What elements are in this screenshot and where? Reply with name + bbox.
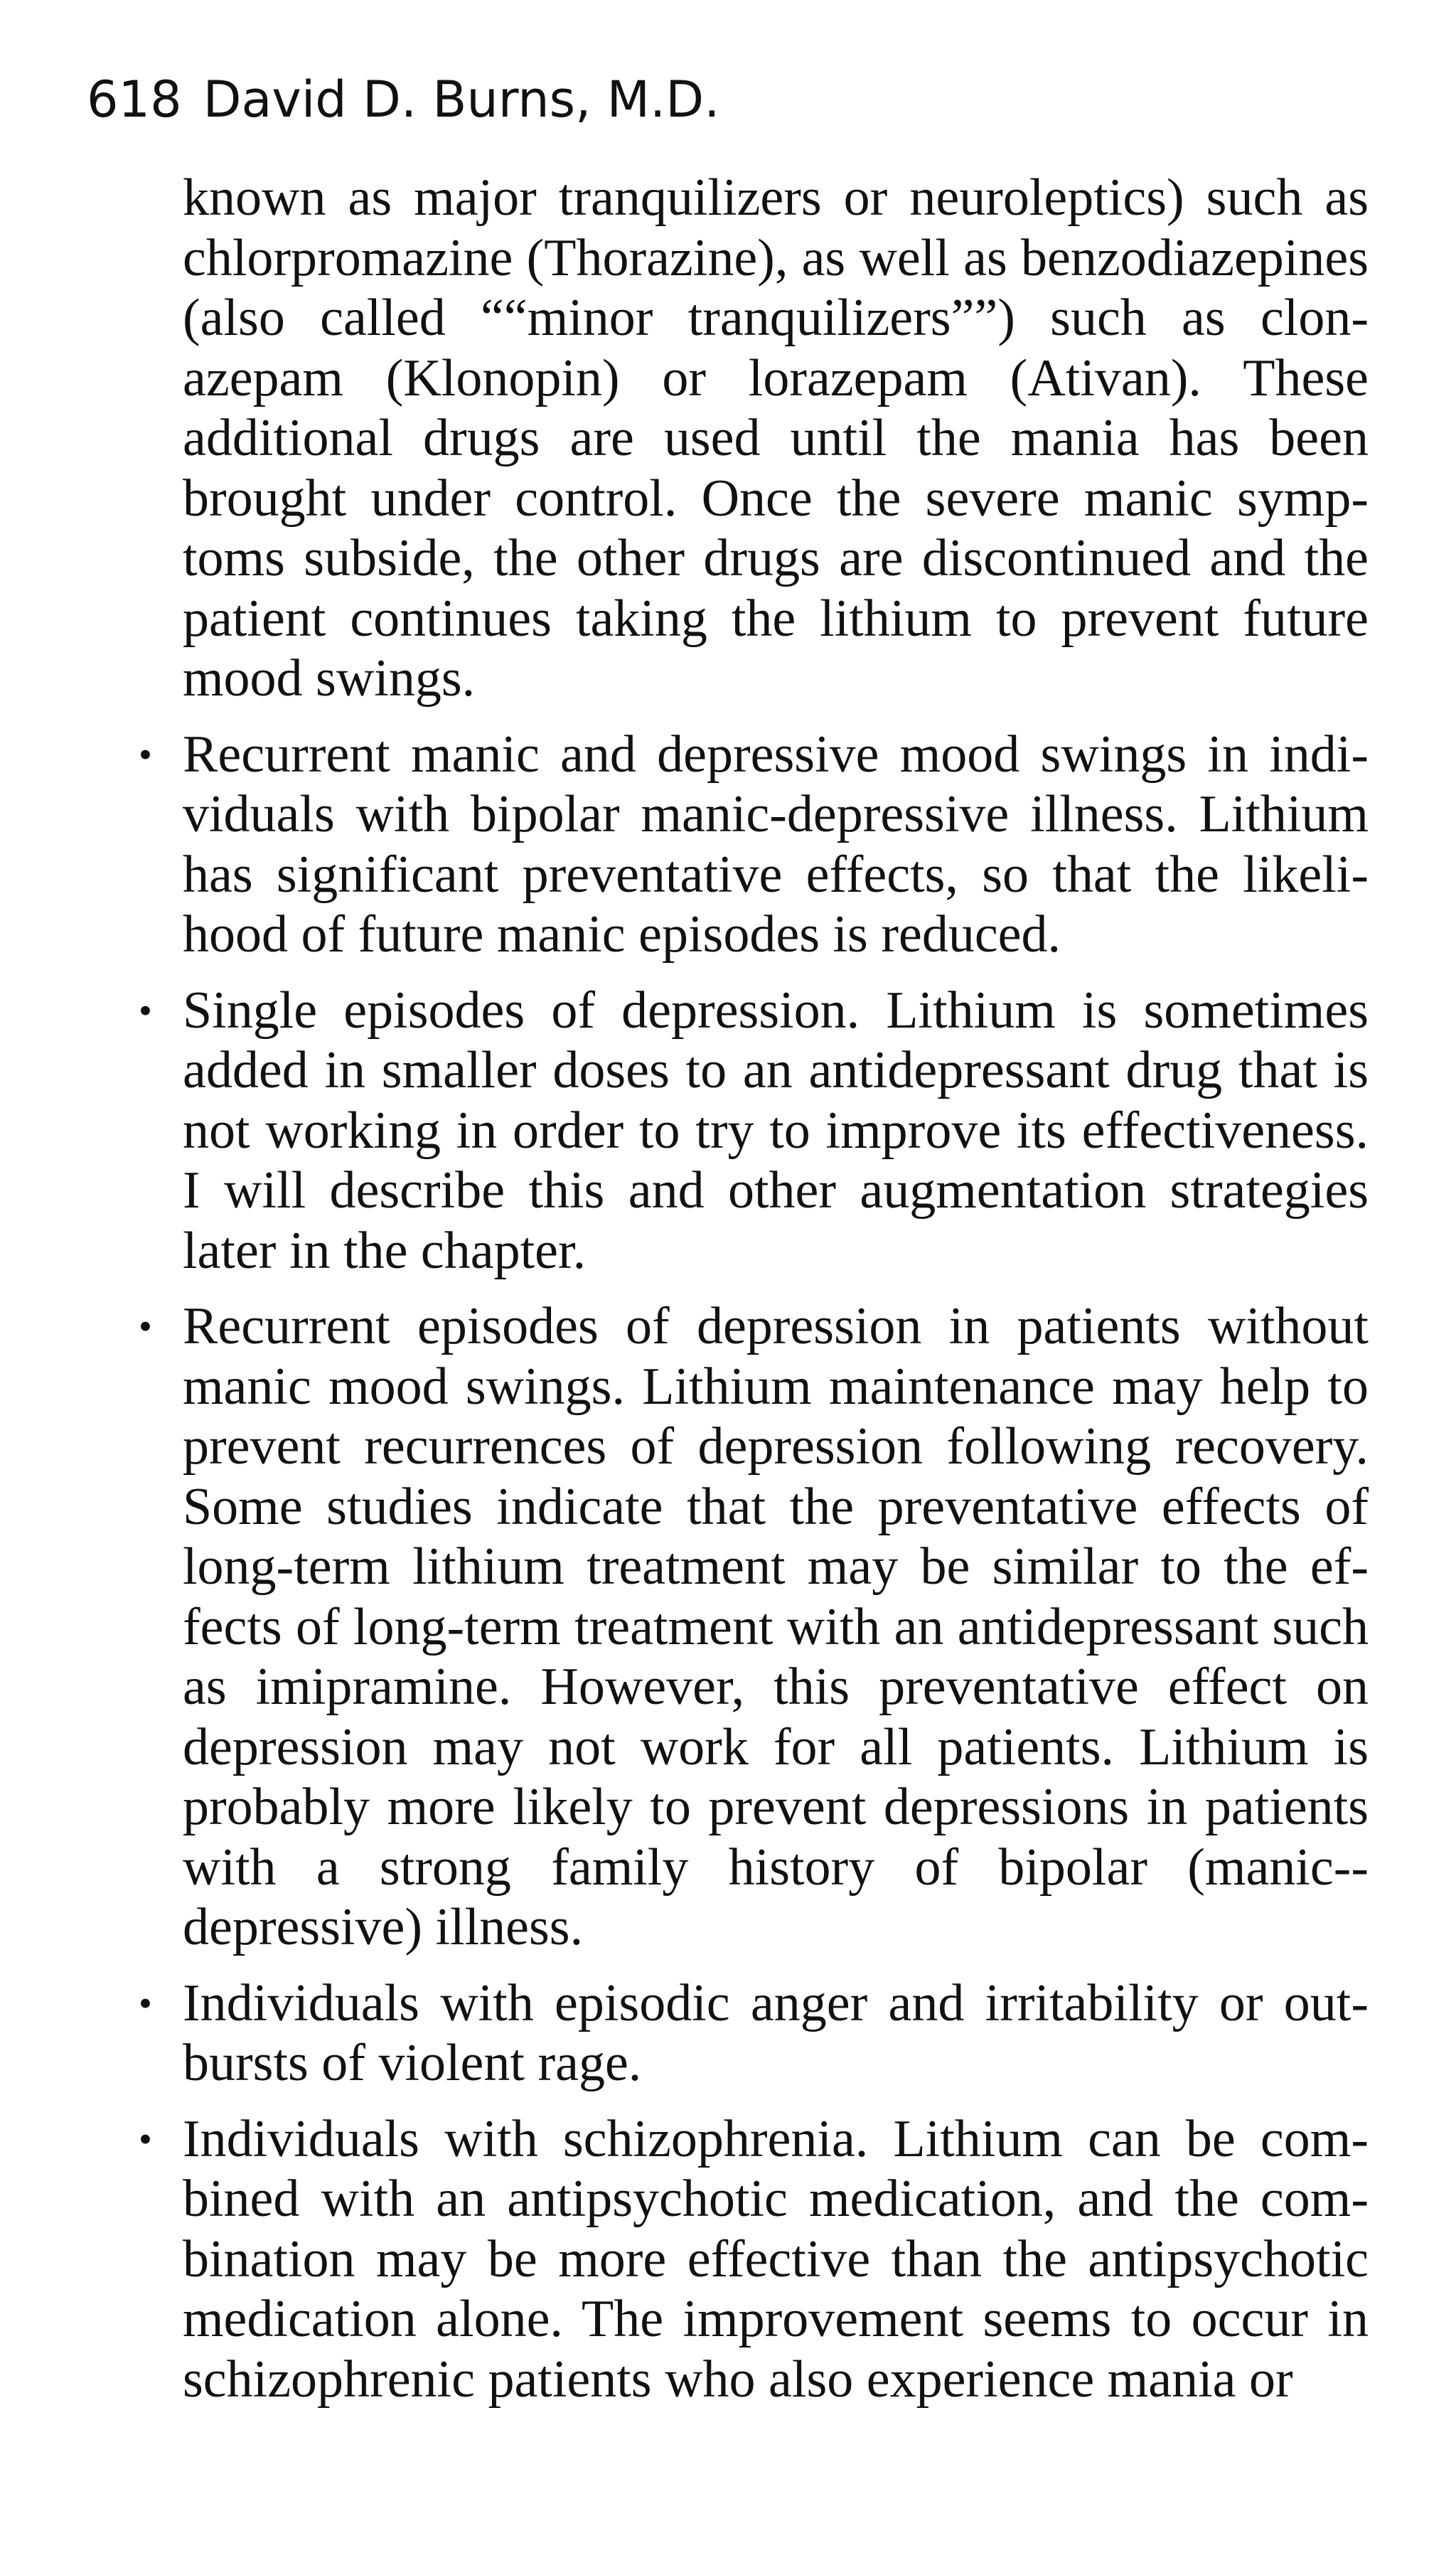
bullet-icon: • (139, 732, 152, 776)
list-item (139, 1296, 1369, 1958)
running-head (87, 68, 719, 132)
list-item-text: Single episodes of depression. Lithium is sometimes added in smaller doses to an antidepressant drug that is not working in order to try to improve its effectiveness. I will describe this and other augmentation strategies later in the chapter. (183, 981, 1369, 1280)
continuation-paragraph: known as major tranquilizers or neuroleptics) such as chlorpromazine (Thorazine), as well as benzodiazepines (also called ““minor tranquilizers””) such as clonazepam (Klonopin) or lorazepam (Ativan). These additional drugs are used until the mania has been brought under control. Once the severe manic symptoms subside, the other drugs are discontinued and the patient continues taking the lithium to prevent future mood swings. (183, 169, 1369, 708)
bullet-icon: • (139, 988, 152, 1032)
bullet-list (139, 725, 1369, 2410)
running-title: David D. Burns, M.D. (203, 70, 720, 129)
list-item-text: Individuals with episodic anger and irritability or outbursts of violent rage. (183, 1973, 1369, 2092)
list-item-text: Individuals with schizophrenia. Lithium can be combined with an antipsychotic medication, and the combination may be more effective than the antipsychotic medication alone. The improvement seems to occur in schizophrenic patients who also experience mania or (183, 2109, 1369, 2409)
list-item (139, 1973, 1369, 2094)
bullet-icon: • (139, 2117, 152, 2160)
list-item (139, 2109, 1369, 2410)
body-text (139, 168, 1369, 2409)
list-item-text: Recurrent episodes of depression in patients without manic mood swings. Lithium maintenance may help to prevent recurrences of depression following recovery. Some studies indicate that the preventative effects of long-term lithium treatment may be similar to the effects of long-term treatment with an antidepressant such as imipramine. However, this preventative effect on depression may not work for all patients. Lithium is probably more likely to prevent depressions in patients with a strong family history of bipolar (manic-depressive) illness. (183, 1297, 1369, 1956)
page-number: 618 (87, 70, 182, 129)
list-item (139, 725, 1369, 965)
bullet-icon: • (139, 1305, 152, 1348)
list-item (139, 981, 1369, 1281)
list-item-text: Recurrent manic and depressive mood swings in individuals with bipolar manic-depressive illness. Lithium has significant preventative effects, so that the likelihood of future manic episodes is reduced. (183, 725, 1369, 964)
bullet-icon: • (139, 1981, 152, 2025)
